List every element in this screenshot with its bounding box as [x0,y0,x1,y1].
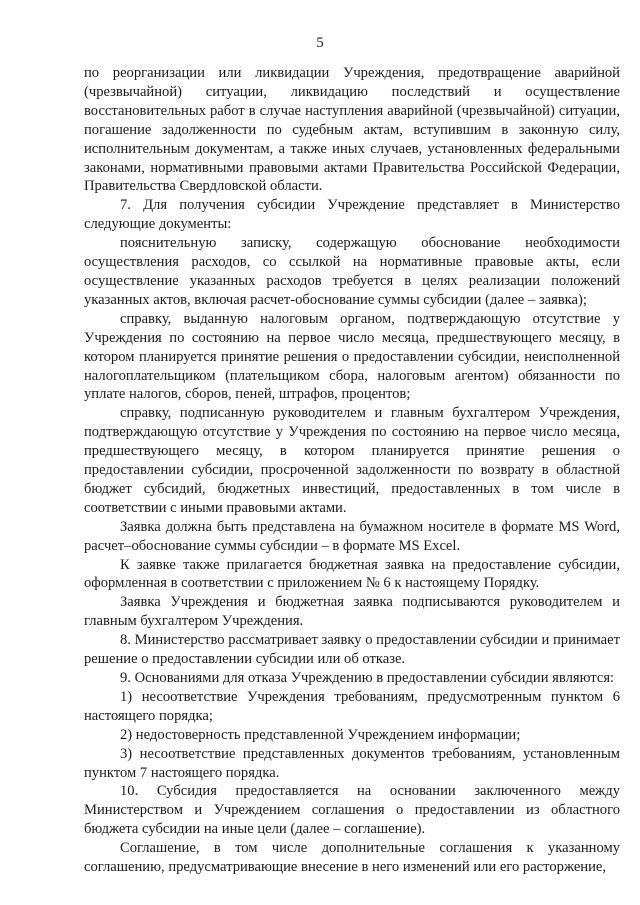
paragraph-continuation: по реорганизации или ликвидации Учреждения, предотвращение аварийной (чрезвычайной) ситуации, ликвидацию последствий и осуществление восстановительных работ в случае наступления аварийной (чрезвычайной) ситуации, погашение задолженности по судебным актам, вступившим в законную силу, исполнительным документам, а также иных случаев, установленных федеральными законами, нормативными правовыми актами Правительства Российской Федерации, Правительства Свердловской области. [84,65,620,195]
paragraph-explanatory-note: пояснительную записку, содержащую обоснование необходимости осуществления расходов, со ссылкой на нормативные правовые акты, если осуществление указанных расходов требуется в целях реализации положений указанных актов, включая расчет-обоснование суммы субсидии (далее – заявка); [84,235,620,308]
paragraph-tax-certificate: справку, выданную налоговым органом, подтверждающую отсутствие у Учреждения по состоянию на первое число месяца, предшествующего месяцу, в котором планируется принятие решения о предоставлении субсидии, неисполненной налогоплательщиком (плательщиком сбора, налоговым агентом) обязанности по уплате налогов, сборов, пеней, штрафов, процентов; [84,310,620,403]
paragraph-item-8: 8. Министерство рассматривает заявку о предоставлении субсидии и принимает решение о предоставлении субсидии или об отказе. [84,632,620,668]
paragraph-item-9: 9. Основаниями для отказа Учреждению в предоставлении субсидии являются: [120,670,615,686]
paragraph-item-10: 10. Субсидия предоставляется на основании заключенного между Министерством и Учреждением соглашения о предоставлении из областного бюджета субсидии на иные цели (далее – соглашение). [84,783,620,838]
paragraph-refusal-reason-2: 2) недостоверность представленной Учреждением информации; [120,726,521,743]
paragraph-agreement: Соглашение, в том числе дополнительные соглашения к указанному соглашению, предусматривающие внесение в него изменений или его расторжение, [84,840,620,876]
paragraph-signatures: Заявка Учреждения и бюджетная заявка подписываются руководителем и главным бухгалтером Учреждения. [84,594,620,630]
paragraph-refusal-reason-1: 1) несоответствие Учреждения требованиям, предусмотренным пунктом 6 настоящего порядка; [84,688,620,724]
paragraph-format-requirements: Заявка должна быть представлена на бумажном носителе в формате MS Word, расчет–обоснование суммы субсидии – в формате MS Excel. [84,518,620,554]
page-number: 5 [316,35,324,51]
paragraph-debt-certificate: справку, подписанную руководителем и главным бухгалтером Учреждения, подтверждающую отсутствие у Учреждения по состоянию на первое число месяца, предшествующего месяцу, в котором планируется принятие решения о предоставлении субсидии, просроченной задолженности по возврату в областной бюджет субсидий, бюджетных инвестиций, предоставленных в том числе в соответствии с иными правовыми актами. [84,405,620,516]
paragraph-refusal-reason-3: 3) несоответствие представленных документов требованиям, установленным пунктом 7 настоящего порядка. [84,745,620,781]
paragraph-budget-application: К заявке также прилагается бюджетная заявка на предоставление субсидии, оформленная в соответствии с приложением № 6 к настоящему Порядку. [84,556,620,592]
document-body [84,64,620,877]
paragraph-item-7: 7. Для получения субсидии Учреждение представляет в Министерство следующие документы: [84,197,620,233]
